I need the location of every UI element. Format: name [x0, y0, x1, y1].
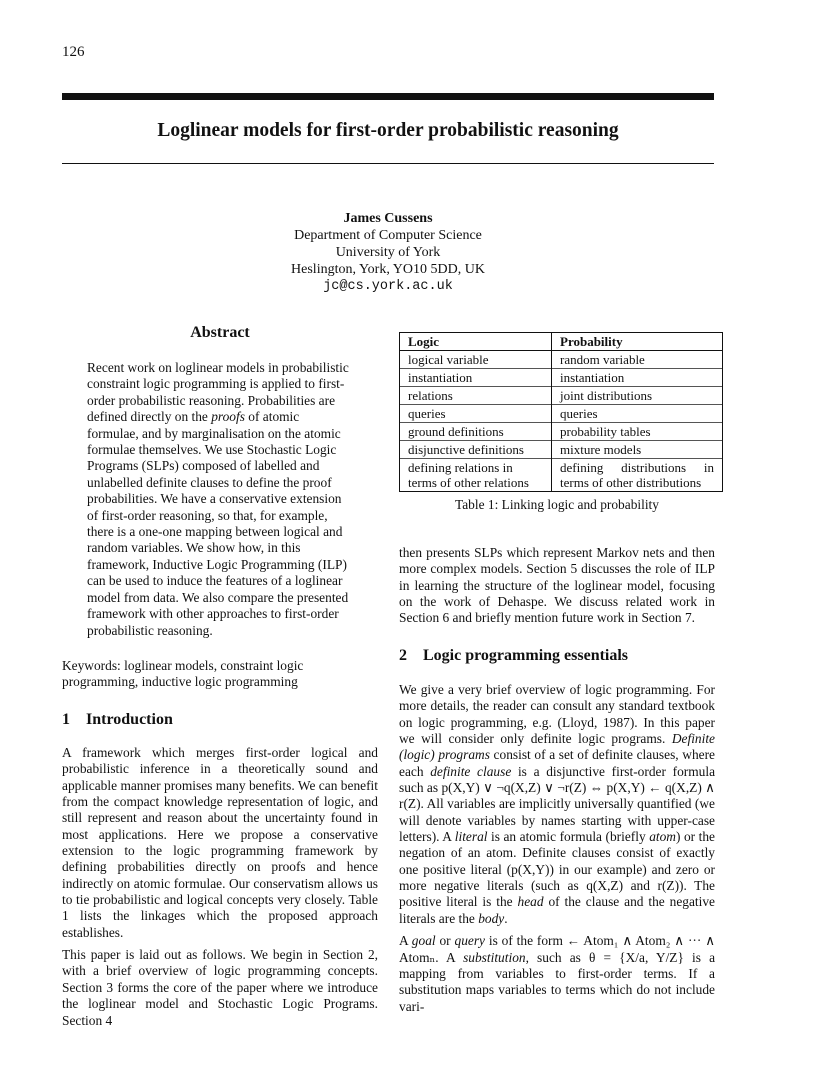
table-row: relations joint distributions [400, 387, 723, 405]
table-row: queries queries [400, 405, 723, 423]
section-1-continuation: then presents SLPs which represent Markov nets and then more complex models. Section 5 discusses the role of ILP in learning the structure of the loglinear model, focusing on the work of Dehaspe. We discuss related work in Section 6 and briefly mention future work in Section 7. [399, 545, 715, 626]
table-row: logical variable random variable [400, 351, 723, 369]
section-1-heading: 1 Introduction [62, 711, 173, 728]
author-address: Heslington, York, YO10 5DD, UK [291, 262, 485, 277]
page-number: 126 [62, 44, 85, 60]
section-2-paragraph-2: A goal or query is of the form ← Atom₁ ∧ Atom₂ ∧ ··· ∧ Atomₙ. A substitution, such as θ = {X/a, Y/Z} is a mapping from variables to first-order terms. If a substitution maps variables to terms which do not include vari- [399, 933, 716, 1014]
section-1-text [62, 745, 378, 1029]
table-header-row [400, 333, 723, 351]
author-department: Department of Computer Science [294, 228, 482, 243]
table-row: ground definitions probability tables [400, 423, 723, 441]
paper-title: Loglinear models for first-order probabilistic reasoning [157, 120, 619, 141]
author-block [62, 210, 714, 295]
author-name: James Cussens [343, 211, 433, 226]
author-university: University of York [335, 245, 441, 260]
section-1-paragraph-2: This paper is laid out as follows. We begin in Section 2, with a brief overview of logic programming concepts. Section 3 forms the core of the paper where we introduce the loglinear model and Stochastic Logic Programs. Section 4 [62, 947, 378, 1028]
table-header-probability: Probability [552, 333, 723, 351]
abstract-text: Recent work on loglinear models in probabilistic constraint logic programming is applied to first-order probabilistic reasoning. Probabilities are defined directly on the proofs of atomic formulae, and by marginalisation on the atomic formulae themselves. We use Stochastic Logic Programs (SLPs) composed of labelled and unlabelled definite clauses to define the proof probabilities. We have a conservative extension of first-order reasoning, so that, for example, there is a one-one mapping between logical and random variables. We show how, in this framework, Inductive Logic Programming (ILP) can be used to induce the features of a loglinear model from data. We also compare the presented framework with other approaches to first-order probabilistic reasoning. [87, 360, 349, 638]
table-row: disjunctive definitions mixture models [400, 441, 723, 459]
section-2-paragraph-1: We give a very brief overview of logic programming. For more details, the reader can consult any standard textbook on logic programming, e.g. (Lloyd, 1987). In this paper we will consider only definite logic programs. Definite (logic) programs consist of a set of definite clauses, where each definite clause is a disjunctive first-order formula such as p(X,Y) ∨ ¬q(X,Z) ∨ ¬r(Z) ⇔ p(X,Y) ← q(X,Z) ∧ r(Z). All variables are implicitly universally quantified (we will denote variables by names starting with upper-case letters). A literal is an atomic formula (briefly atom) or the negation of an atom. Definite clauses consist of exactly one positive literal (p(X,Y)) in our example) and zero or more negative literals (such as q(X,Z) and r(Z)). The positive literal is the head of the clause and the negative literals are the body. [399, 682, 716, 926]
section-2-heading: 2 Logic programming essentials [399, 647, 629, 664]
section-1-paragraph-1: A framework which merges first-order logical and probabilistic inference in a theoretically sound and applicable manner promises many benefits. We can benefit from the compact knowledge representation of logic, and still represent and reason about the uncertainty found in most applications. Here we propose a conservative extension to the logic programming framework by defining probabilities directly on proofs and hence indirectly on atomic formulae. Our conservatism allows us to tie probabilistic and logical concepts very closely. Table 1 lists the linkages which the proposed approach establishes. [62, 745, 378, 940]
table-row: instantiation instantiation [400, 369, 723, 387]
author-email[interactable]: jc@cs.york.ac.uk [323, 279, 453, 294]
table-row: defining relations in terms of other relations defining distributions in terms of other distributions [400, 459, 723, 492]
table-1-caption: Table 1: Linking logic and probability [455, 497, 659, 512]
title-rule [62, 163, 714, 164]
section-2-text [399, 682, 715, 1015]
top-rule [62, 93, 714, 100]
table-header-logic: Logic [400, 333, 552, 351]
abstract-heading: Abstract [190, 324, 250, 341]
table-1 [399, 332, 723, 492]
keywords: Keywords: loglinear models, constraint logic programming, inductive logic programming [62, 658, 304, 690]
